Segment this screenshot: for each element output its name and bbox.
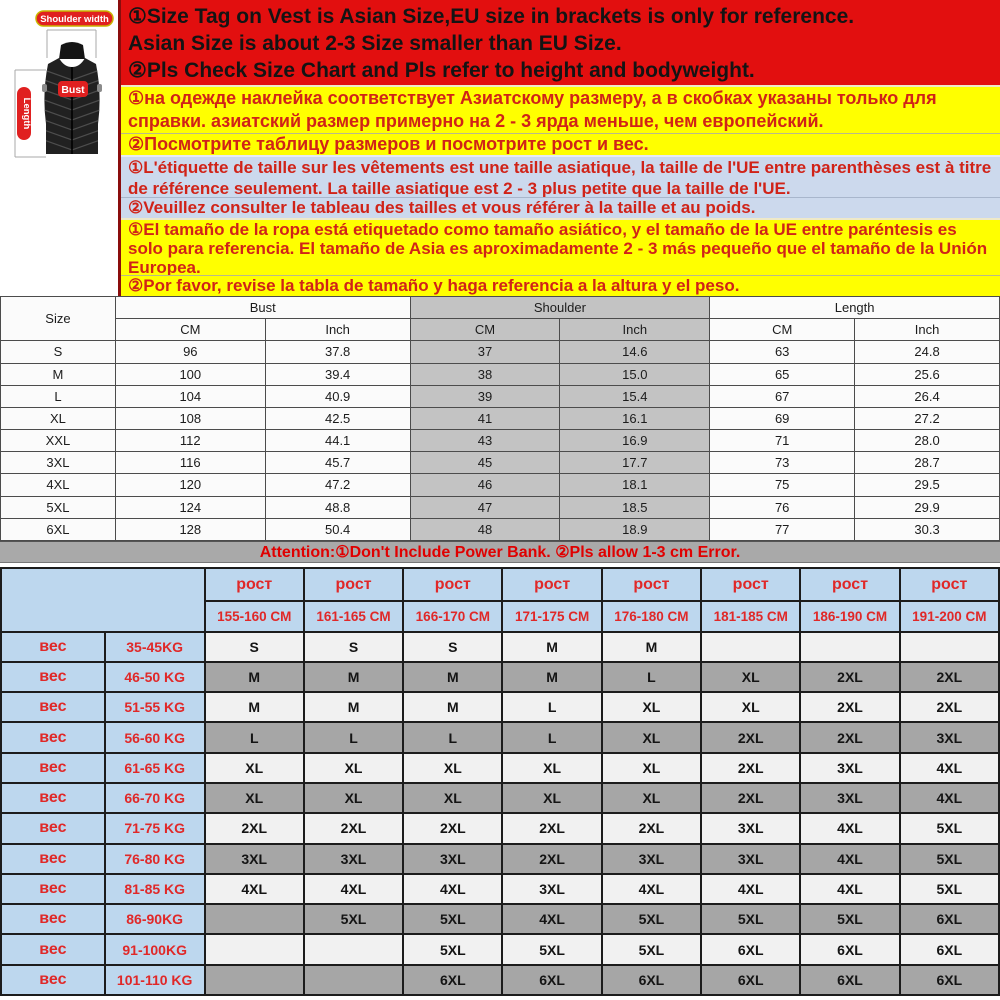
attention-bar: Attention:①Don't Include Power Bank. ②Pls allow 1-3 cm Error. <box>0 541 1000 563</box>
fit-size-cell: 2XL <box>900 662 999 692</box>
fit-size-cell: 6XL <box>800 965 899 995</box>
fit-size-cell <box>304 965 403 995</box>
fit-table-row <box>1 692 999 722</box>
fit-size-cell: 4XL <box>304 874 403 904</box>
fit-size-cell: L <box>304 722 403 752</box>
notice-spanish-1: ①El tamaño de la ropa está etiquetado como tamaño asiático, y el tamaño de la UE entre paréntesis es solo para referencia. El tamaño de Asia es aproximadamente 2 - 3 más pequeño que el tamaño de la Unión Europea. <box>121 218 1000 275</box>
size-table-row <box>1 496 1000 518</box>
vest-diagram-panel <box>0 0 118 296</box>
fit-size-cell: 4XL <box>502 904 601 934</box>
fit-table-row <box>1 904 999 934</box>
height-range-cell: 176-180 CM <box>602 601 701 631</box>
size-value-cell: 73 <box>710 452 855 474</box>
fit-size-cell: 6XL <box>403 965 502 995</box>
size-value-cell: 37 <box>410 341 560 363</box>
size-table-group-row <box>1 297 1000 319</box>
size-table-row <box>1 474 1000 496</box>
notice-french-2: ②Veuillez consulter le tableau des tailles et vous référer à la taille et au poids. <box>121 197 1000 218</box>
fit-size-cell: 3XL <box>304 844 403 874</box>
fit-size-cell: 5XL <box>602 934 701 964</box>
size-value-cell: 39.4 <box>265 363 410 385</box>
fit-size-cell: 4XL <box>602 874 701 904</box>
fit-size-cell: S <box>304 632 403 662</box>
size-value-cell: 63 <box>710 341 855 363</box>
fit-size-cell: 5XL <box>304 904 403 934</box>
weight-range-cell: 56-60 KG <box>105 722 205 752</box>
fit-size-cell: 4XL <box>800 874 899 904</box>
fit-size-cell: L <box>502 692 601 722</box>
size-value-cell: 100 <box>115 363 265 385</box>
fit-size-cell: 5XL <box>701 904 800 934</box>
fit-size-cell: S <box>205 632 304 662</box>
fit-size-cell: 2XL <box>701 722 800 752</box>
fit-size-cell: 4XL <box>900 753 999 783</box>
fit-size-cell: 4XL <box>900 783 999 813</box>
weight-label-cell: вес <box>1 934 105 964</box>
fit-table-row <box>1 874 999 904</box>
size-label-cell: 3XL <box>1 452 116 474</box>
size-value-cell: 39 <box>410 385 560 407</box>
size-value-cell: 46 <box>410 474 560 496</box>
fit-size-cell: 3XL <box>205 844 304 874</box>
size-table-row <box>1 341 1000 363</box>
fit-size-cell: 2XL <box>701 783 800 813</box>
fit-table-row <box>1 722 999 752</box>
fit-size-cell: XL <box>602 722 701 752</box>
fit-size-cell: 3XL <box>701 813 800 843</box>
notice-en-line1: ①Size Tag on Vest is Asian Size,EU size in brackets is only for reference. <box>128 5 855 28</box>
size-value-cell: 124 <box>115 496 265 518</box>
fit-size-cell: XL <box>304 753 403 783</box>
height-header-cell: рост <box>800 568 899 601</box>
fit-size-cell: 2XL <box>701 753 800 783</box>
size-table-row <box>1 518 1000 540</box>
fit-size-cell: XL <box>602 783 701 813</box>
height-header-cell: рост <box>900 568 999 601</box>
size-value-cell: 47.2 <box>265 474 410 496</box>
fit-size-cell: M <box>502 632 601 662</box>
size-value-cell: 45.7 <box>265 452 410 474</box>
size-value-cell: 48.8 <box>265 496 410 518</box>
size-value-cell: 116 <box>115 452 265 474</box>
size-value-cell: 37.8 <box>265 341 410 363</box>
size-label-cell: S <box>1 341 116 363</box>
fit-size-cell: M <box>205 662 304 692</box>
size-table-row <box>1 385 1000 407</box>
fit-size-cell: 6XL <box>602 965 701 995</box>
size-value-cell: 18.1 <box>560 474 710 496</box>
fit-size-cell: L <box>602 662 701 692</box>
fit-size-cell: XL <box>304 783 403 813</box>
size-value-cell: 38 <box>410 363 560 385</box>
fit-height-row <box>1 568 999 601</box>
size-value-cell: 27.2 <box>855 407 1000 429</box>
weight-label-cell: вес <box>1 904 105 934</box>
size-value-cell: 15.4 <box>560 385 710 407</box>
fit-size-cell: M <box>502 662 601 692</box>
fit-size-cell: XL <box>403 783 502 813</box>
fit-size-cell: XL <box>701 662 800 692</box>
fit-size-cell: 2XL <box>502 813 601 843</box>
size-value-cell: 128 <box>115 518 265 540</box>
fit-size-cell: 4XL <box>403 874 502 904</box>
height-header-cell: рост <box>602 568 701 601</box>
size-value-cell: 18.9 <box>560 518 710 540</box>
size-value-cell: 75 <box>710 474 855 496</box>
fit-size-cell: M <box>304 692 403 722</box>
notice-en-line2: Asian Size is about 2-3 Size smaller than EU Size. <box>128 32 622 55</box>
fit-size-cell: 5XL <box>800 904 899 934</box>
fit-size-cell: XL <box>502 783 601 813</box>
weight-label-cell: вес <box>1 844 105 874</box>
vest-diagram-icon <box>0 0 118 296</box>
size-value-cell: 71 <box>710 430 855 452</box>
fit-size-cell <box>205 904 304 934</box>
fit-size-cell: 5XL <box>900 874 999 904</box>
size-label-cell: L <box>1 385 116 407</box>
notice-spanish-2: ②Por favor, revise la tabla de tamaño y haga referencia a la altura y el peso. <box>121 275 1000 296</box>
size-value-cell: 43 <box>410 430 560 452</box>
size-label-cell: XL <box>1 407 116 429</box>
fit-size-cell: XL <box>602 692 701 722</box>
fit-recommendation-table <box>0 567 1000 996</box>
fit-size-cell: L <box>403 722 502 752</box>
fit-table-row <box>1 844 999 874</box>
weight-label-cell: вес <box>1 722 105 752</box>
fit-size-cell: M <box>205 692 304 722</box>
bust-group-header: Bust <box>115 297 410 319</box>
weight-label-cell: вес <box>1 783 105 813</box>
size-label-cell: 5XL <box>1 496 116 518</box>
height-range-cell: 161-165 CM <box>304 601 403 631</box>
length-label: Length <box>21 97 32 130</box>
fit-size-cell: 6XL <box>502 965 601 995</box>
length-inch-header: Inch <box>855 319 1000 341</box>
size-value-cell: 47 <box>410 496 560 518</box>
weight-range-cell: 51-55 KG <box>105 692 205 722</box>
fit-size-cell: 6XL <box>701 934 800 964</box>
fit-size-cell: XL <box>205 753 304 783</box>
fit-size-cell: 6XL <box>900 965 999 995</box>
size-value-cell: 104 <box>115 385 265 407</box>
vest-illustration-icon <box>42 42 102 154</box>
shoulder-cm-header: CM <box>410 319 560 341</box>
fit-size-cell: M <box>602 632 701 662</box>
fit-size-cell: 5XL <box>900 813 999 843</box>
size-value-cell: 48 <box>410 518 560 540</box>
fit-size-cell: 3XL <box>800 783 899 813</box>
height-range-cell: 155-160 CM <box>205 601 304 631</box>
size-value-cell: 29.9 <box>855 496 1000 518</box>
size-value-cell: 28.7 <box>855 452 1000 474</box>
weight-range-cell: 86-90KG <box>105 904 205 934</box>
size-value-cell: 40.9 <box>265 385 410 407</box>
weight-range-cell: 71-75 KG <box>105 813 205 843</box>
size-table-body <box>1 341 1000 541</box>
fit-size-cell: 4XL <box>205 874 304 904</box>
fit-size-cell: L <box>205 722 304 752</box>
fit-size-cell <box>304 934 403 964</box>
fit-size-cell: 2XL <box>800 722 899 752</box>
fit-size-cell: 3XL <box>602 844 701 874</box>
bust-cm-header: CM <box>115 319 265 341</box>
fit-size-cell: S <box>403 632 502 662</box>
size-value-cell: 14.6 <box>560 341 710 363</box>
fit-size-cell: M <box>403 662 502 692</box>
fit-size-cell: 6XL <box>701 965 800 995</box>
notice-en-line3: ②Pls Check Size Chart and Pls refer to height and bodyweight. <box>128 59 755 82</box>
fit-size-cell: 5XL <box>502 934 601 964</box>
size-value-cell: 44.1 <box>265 430 410 452</box>
fit-size-cell: 5XL <box>900 844 999 874</box>
weight-range-cell: 61-65 KG <box>105 753 205 783</box>
height-range-cell: 186-190 CM <box>800 601 899 631</box>
size-value-cell: 76 <box>710 496 855 518</box>
size-label-cell: 6XL <box>1 518 116 540</box>
weight-range-cell: 101-110 KG <box>105 965 205 995</box>
length-group-header: Length <box>710 297 1000 319</box>
notice-english <box>121 0 1000 85</box>
fit-size-cell: 3XL <box>403 844 502 874</box>
fit-table-row <box>1 632 999 662</box>
fit-size-cell <box>800 632 899 662</box>
size-value-cell: 42.5 <box>265 407 410 429</box>
size-value-cell: 24.8 <box>855 341 1000 363</box>
fit-size-cell: 2XL <box>800 662 899 692</box>
fit-size-cell: 4XL <box>800 813 899 843</box>
fit-size-cell: M <box>304 662 403 692</box>
fit-size-cell <box>205 934 304 964</box>
size-label-cell: 4XL <box>1 474 116 496</box>
size-table-row <box>1 407 1000 429</box>
size-table-row <box>1 452 1000 474</box>
fit-size-cell: 6XL <box>900 934 999 964</box>
fit-table-row <box>1 783 999 813</box>
fit-table-row <box>1 934 999 964</box>
size-value-cell: 16.1 <box>560 407 710 429</box>
weight-range-cell: 35-45KG <box>105 632 205 662</box>
bust-label: Bust <box>61 84 85 96</box>
fit-size-cell <box>205 965 304 995</box>
size-value-cell: 29.5 <box>855 474 1000 496</box>
size-value-cell: 120 <box>115 474 265 496</box>
fit-size-cell: 5XL <box>403 904 502 934</box>
fit-size-cell: XL <box>701 692 800 722</box>
fit-size-cell: 2XL <box>800 692 899 722</box>
shoulder-inch-header: Inch <box>560 319 710 341</box>
height-header-cell: рост <box>502 568 601 601</box>
fit-size-cell: XL <box>205 783 304 813</box>
fit-size-cell: 4XL <box>800 844 899 874</box>
height-header-cell: рост <box>701 568 800 601</box>
size-value-cell: 16.9 <box>560 430 710 452</box>
height-range-cell: 191-200 CM <box>900 601 999 631</box>
fit-size-cell: XL <box>602 753 701 783</box>
weight-label-cell: вес <box>1 874 105 904</box>
fit-corner-cell <box>1 568 205 632</box>
size-value-cell: 65 <box>710 363 855 385</box>
fit-size-cell <box>701 632 800 662</box>
size-label-cell: M <box>1 363 116 385</box>
fit-size-cell: 5XL <box>602 904 701 934</box>
size-value-cell: 15.0 <box>560 363 710 385</box>
fit-table-row <box>1 965 999 995</box>
size-value-cell: 69 <box>710 407 855 429</box>
length-cm-header: CM <box>710 319 855 341</box>
size-value-cell: 18.5 <box>560 496 710 518</box>
fit-size-cell: 2XL <box>900 692 999 722</box>
size-value-cell: 45 <box>410 452 560 474</box>
fit-size-cell: 6XL <box>800 934 899 964</box>
fit-size-cell: 3XL <box>900 722 999 752</box>
fit-size-cell: L <box>502 722 601 752</box>
size-value-cell: 67 <box>710 385 855 407</box>
fit-table-row <box>1 813 999 843</box>
size-value-cell: 41 <box>410 407 560 429</box>
weight-label-cell: вес <box>1 753 105 783</box>
size-value-cell: 77 <box>710 518 855 540</box>
size-value-cell: 96 <box>115 341 265 363</box>
fit-size-cell: 3XL <box>701 844 800 874</box>
size-value-cell: 50.4 <box>265 518 410 540</box>
size-table-unit-row <box>1 319 1000 341</box>
notice-banners <box>118 0 1000 296</box>
weight-label-cell: вес <box>1 632 105 662</box>
size-table-row <box>1 430 1000 452</box>
fit-table-row <box>1 753 999 783</box>
fit-size-cell: 2XL <box>403 813 502 843</box>
fit-size-cell: 3XL <box>502 874 601 904</box>
shoulder-group-header: Shoulder <box>410 297 710 319</box>
weight-label-cell: вес <box>1 813 105 843</box>
weight-range-cell: 81-85 KG <box>105 874 205 904</box>
fit-size-cell: 3XL <box>800 753 899 783</box>
fit-size-cell: XL <box>403 753 502 783</box>
shoulder-width-label: Shoulder width <box>40 14 109 25</box>
size-measurements-table <box>0 296 1000 541</box>
size-label-cell: XXL <box>1 430 116 452</box>
fit-size-cell: 4XL <box>701 874 800 904</box>
size-value-cell: 26.4 <box>855 385 1000 407</box>
weight-range-cell: 46-50 KG <box>105 662 205 692</box>
size-value-cell: 25.6 <box>855 363 1000 385</box>
bust-inch-header: Inch <box>265 319 410 341</box>
size-corner-cell: Size <box>1 297 116 341</box>
size-value-cell: 30.3 <box>855 518 1000 540</box>
notice-french-1: ①L'étiquette de taille sur les vêtements est une taille asiatique, la taille de l'UE entre parenthèses est à titre de référence seulement. La taille asiatique est 2 - 3 plus petite que la taille de l'UE. <box>121 155 1000 197</box>
size-value-cell: 28.0 <box>855 430 1000 452</box>
fit-size-cell: 2XL <box>304 813 403 843</box>
fit-size-cell: 6XL <box>900 904 999 934</box>
fit-size-cell <box>900 632 999 662</box>
height-header-cell: рост <box>304 568 403 601</box>
height-header-cell: рост <box>205 568 304 601</box>
height-range-cell: 181-185 CM <box>701 601 800 631</box>
weight-label-cell: вес <box>1 965 105 995</box>
fit-size-cell: 5XL <box>403 934 502 964</box>
size-value-cell: 17.7 <box>560 452 710 474</box>
size-table-row <box>1 363 1000 385</box>
size-value-cell: 112 <box>115 430 265 452</box>
weight-label-cell: вес <box>1 662 105 692</box>
fit-size-cell: M <box>403 692 502 722</box>
fit-size-cell: XL <box>502 753 601 783</box>
fit-size-cell: 2XL <box>205 813 304 843</box>
fit-table-row <box>1 662 999 692</box>
weight-label-cell: вес <box>1 692 105 722</box>
height-header-cell: рост <box>403 568 502 601</box>
notice-russian-2: ②Посмотрите таблицу размеров и посмотрите рост и вес. <box>121 133 1000 155</box>
height-range-cell: 171-175 CM <box>502 601 601 631</box>
weight-range-cell: 76-80 KG <box>105 844 205 874</box>
fit-table-body <box>1 632 999 995</box>
weight-range-cell: 91-100KG <box>105 934 205 964</box>
weight-range-cell: 66-70 KG <box>105 783 205 813</box>
fit-size-cell: 2XL <box>602 813 701 843</box>
notice-russian-1: ①на одежде наклейка соответствует Азиатскому размеру, а в скобках указаны только для справки. азиатский размер примерно на 2 - 3 ярда меньше, чем европейский. <box>121 85 1000 133</box>
size-value-cell: 108 <box>115 407 265 429</box>
fit-size-cell: 2XL <box>502 844 601 874</box>
height-range-cell: 166-170 CM <box>403 601 502 631</box>
